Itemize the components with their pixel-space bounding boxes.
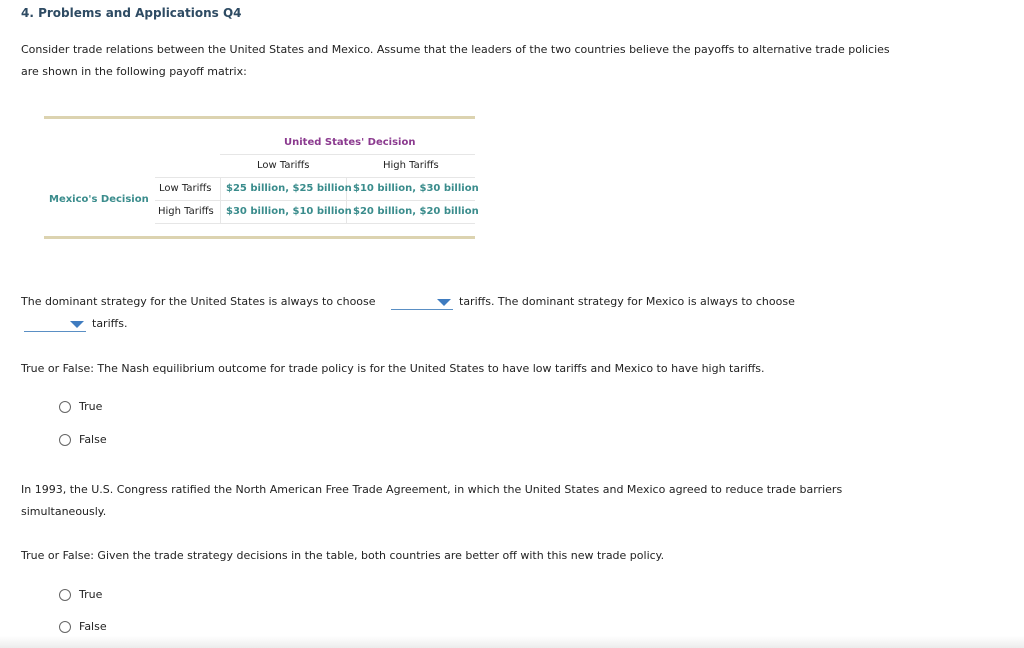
row-label-high: High Tariffs: [158, 206, 214, 217]
q1-text-start: The dominant strategy for the United States is always to choose: [21, 295, 376, 308]
q2-option-true[interactable]: [59, 400, 102, 413]
q2-text: True or False: The Nash equilibrium outcome for trade policy is for the United States to have low tariffs and Mexico to have high tariffs.: [21, 362, 765, 375]
payoff-cell: $25 billion, $25 billion: [226, 183, 352, 194]
matrix-gridline: [155, 200, 475, 201]
q3-option-true[interactable]: [59, 588, 102, 601]
chevron-down-icon: [70, 321, 84, 328]
radio-button[interactable]: [59, 434, 71, 446]
radio-button[interactable]: [59, 589, 71, 601]
q1-text-end: tariffs.: [92, 317, 128, 330]
radio-button[interactable]: [59, 401, 71, 413]
option-label: False: [79, 620, 107, 633]
page-bottom-shade: [0, 636, 1024, 648]
matrix-bottom-rule: [44, 236, 475, 239]
matrix-gridline: [220, 177, 221, 223]
matrix-top-rule: [44, 116, 475, 119]
mexico-strategy-dropdown[interactable]: [24, 317, 86, 332]
payoff-cell: $30 billion, $10 billion: [226, 206, 352, 217]
radio-button[interactable]: [59, 621, 71, 633]
matrix-gridline: [155, 223, 475, 224]
q2-option-false[interactable]: [59, 433, 107, 446]
matrix-gridline: [155, 177, 475, 178]
column-label-low: Low Tariffs: [257, 160, 310, 171]
row-label-low: Low Tariffs: [159, 183, 212, 194]
mexico-decision-title: Mexico's Decision: [49, 194, 149, 205]
q1-text-middle: tariffs. The dominant strategy for Mexico is always to choose: [459, 295, 795, 308]
option-label: False: [79, 433, 107, 446]
payoff-cell: $10 billion, $30 billion: [353, 183, 479, 194]
payoff-cell: $20 billion, $20 billion: [353, 206, 479, 217]
q3-text: True or False: Given the trade strategy decisions in the table, both countries are better off with this new trade policy.: [21, 549, 665, 562]
q3-option-false[interactable]: [59, 620, 107, 633]
option-label: True: [79, 588, 103, 601]
us-strategy-dropdown[interactable]: [391, 295, 453, 310]
nafta-text: In 1993, the U.S. Congress ratified the North American Free Trade Agreement, in which the United States and Mexico agreed to reduce trade barriers simultaneously.: [21, 483, 843, 518]
matrix-gridline: [220, 154, 475, 155]
us-decision-title: United States' Decision: [284, 137, 416, 148]
option-label: True: [79, 400, 103, 413]
chevron-down-icon: [437, 299, 451, 306]
page-title: 4. Problems and Applications Q4: [21, 6, 242, 20]
column-label-high: High Tariffs: [383, 160, 439, 171]
intro-text: Consider trade relations between the United States and Mexico. Assume that the leaders of the two countries believe the payoffs to alternative trade policies are shown in the following payoff matrix:: [21, 43, 890, 78]
